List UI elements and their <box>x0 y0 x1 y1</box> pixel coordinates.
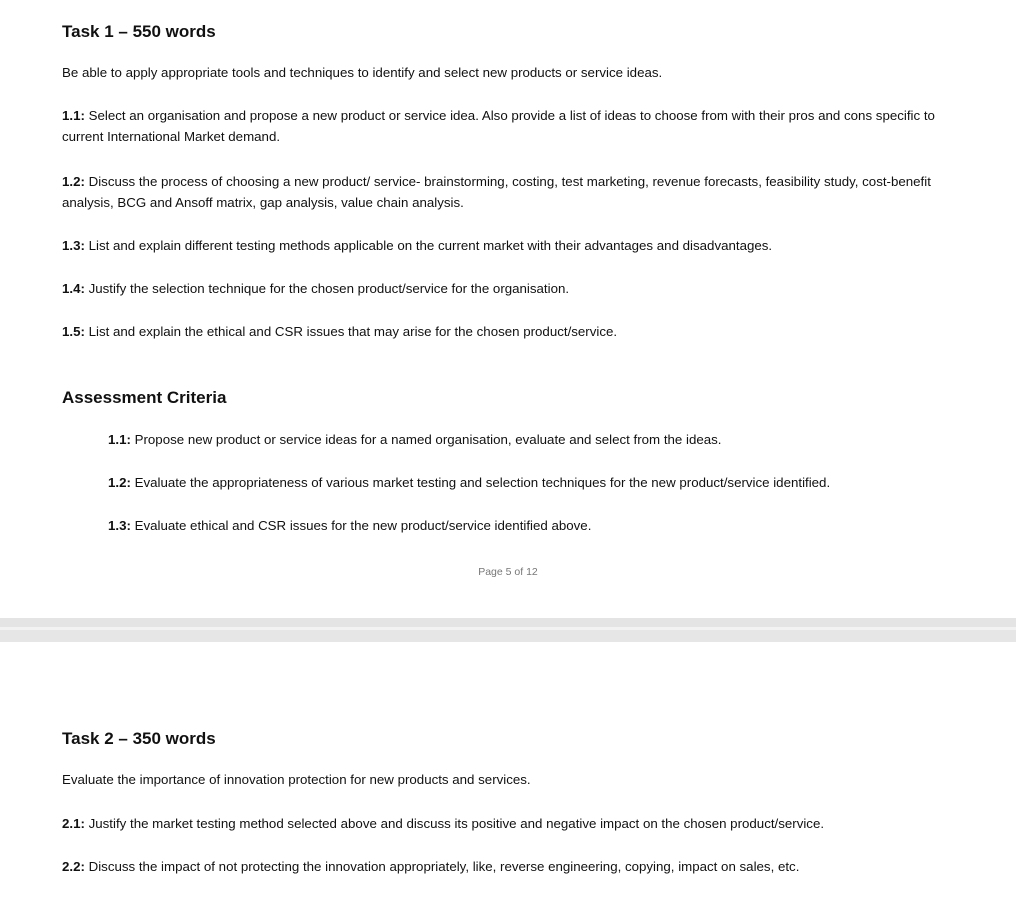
item-text: Select an organisation and propose a new product or service idea. Also provide a list of ideas to choose from with their pros and cons specific to current International Market demand. <box>62 108 935 144</box>
item-label: 1.5: <box>62 324 85 339</box>
task1-item-1-2 <box>62 171 952 213</box>
assessment-item-1-1 <box>108 429 968 450</box>
assessment-criteria-heading: Assessment Criteria <box>62 388 227 407</box>
task1-item-1-1 <box>62 105 952 147</box>
task2-heading: Task 2 – 350 words <box>62 729 216 748</box>
item-text: Justify the selection technique for the chosen product/service for the organisation. <box>84 281 570 296</box>
assessment-item-1-3 <box>108 515 968 536</box>
document-page-6 <box>0 644 1016 907</box>
item-label: 1.1: <box>108 432 131 447</box>
item-label: 1.2: <box>62 174 85 189</box>
item-text: Evaluate the appropriateness of various market testing and selection techniques for the new product/service identified. <box>130 475 831 490</box>
page-separator-band <box>0 630 1016 642</box>
item-text: List and explain different testing methods applicable on the current market with their advantages and disadvantages. <box>84 238 773 253</box>
page-separator-band <box>0 618 1016 627</box>
item-label: 1.4: <box>62 281 85 296</box>
page-number: Page 5 of 12 <box>478 566 538 578</box>
task1-item-1-4 <box>62 278 952 299</box>
item-text: Evaluate ethical and CSR issues for the new product/service identified above. <box>130 518 592 533</box>
assessment-item-1-2 <box>108 472 968 493</box>
page-separator <box>0 618 1016 644</box>
item-text: List and explain the ethical and CSR issues that may arise for the chosen product/service. <box>84 324 618 339</box>
item-text: Discuss the process of choosing a new product/ service- brainstorming, costing, test marketing, revenue forecasts, feasibility study, cost-benefit analysis, BCG and Ansoff matrix, gap analysis, value chain analysis. <box>62 174 931 210</box>
item-label: 1.2: <box>108 475 131 490</box>
task2-item-2-1 <box>62 813 952 834</box>
item-label: 1.1: <box>62 108 85 123</box>
task1-intro: Be able to apply appropriate tools and techniques to identify and select new products or service ideas. <box>62 65 663 80</box>
item-label: 1.3: <box>62 238 85 253</box>
item-label: 1.3: <box>108 518 131 533</box>
task2-intro: Evaluate the importance of innovation protection for new products and services. <box>62 772 531 787</box>
item-text: Propose new product or service ideas for a named organisation, evaluate and select from the ideas. <box>130 432 722 447</box>
task1-item-1-3 <box>62 235 952 256</box>
task2-item-2-2 <box>62 856 952 877</box>
item-label: 2.2: <box>62 859 85 874</box>
task1-item-1-5 <box>62 321 952 342</box>
item-label: 2.1: <box>62 816 85 831</box>
item-text: Discuss the impact of not protecting the innovation appropriately, like, reverse engineering, copying, impact on sales, etc. <box>84 859 800 874</box>
task1-heading: Task 1 – 550 words <box>62 22 216 41</box>
item-text: Justify the market testing method selected above and discuss its positive and negative impact on the chosen product/service. <box>84 816 825 831</box>
